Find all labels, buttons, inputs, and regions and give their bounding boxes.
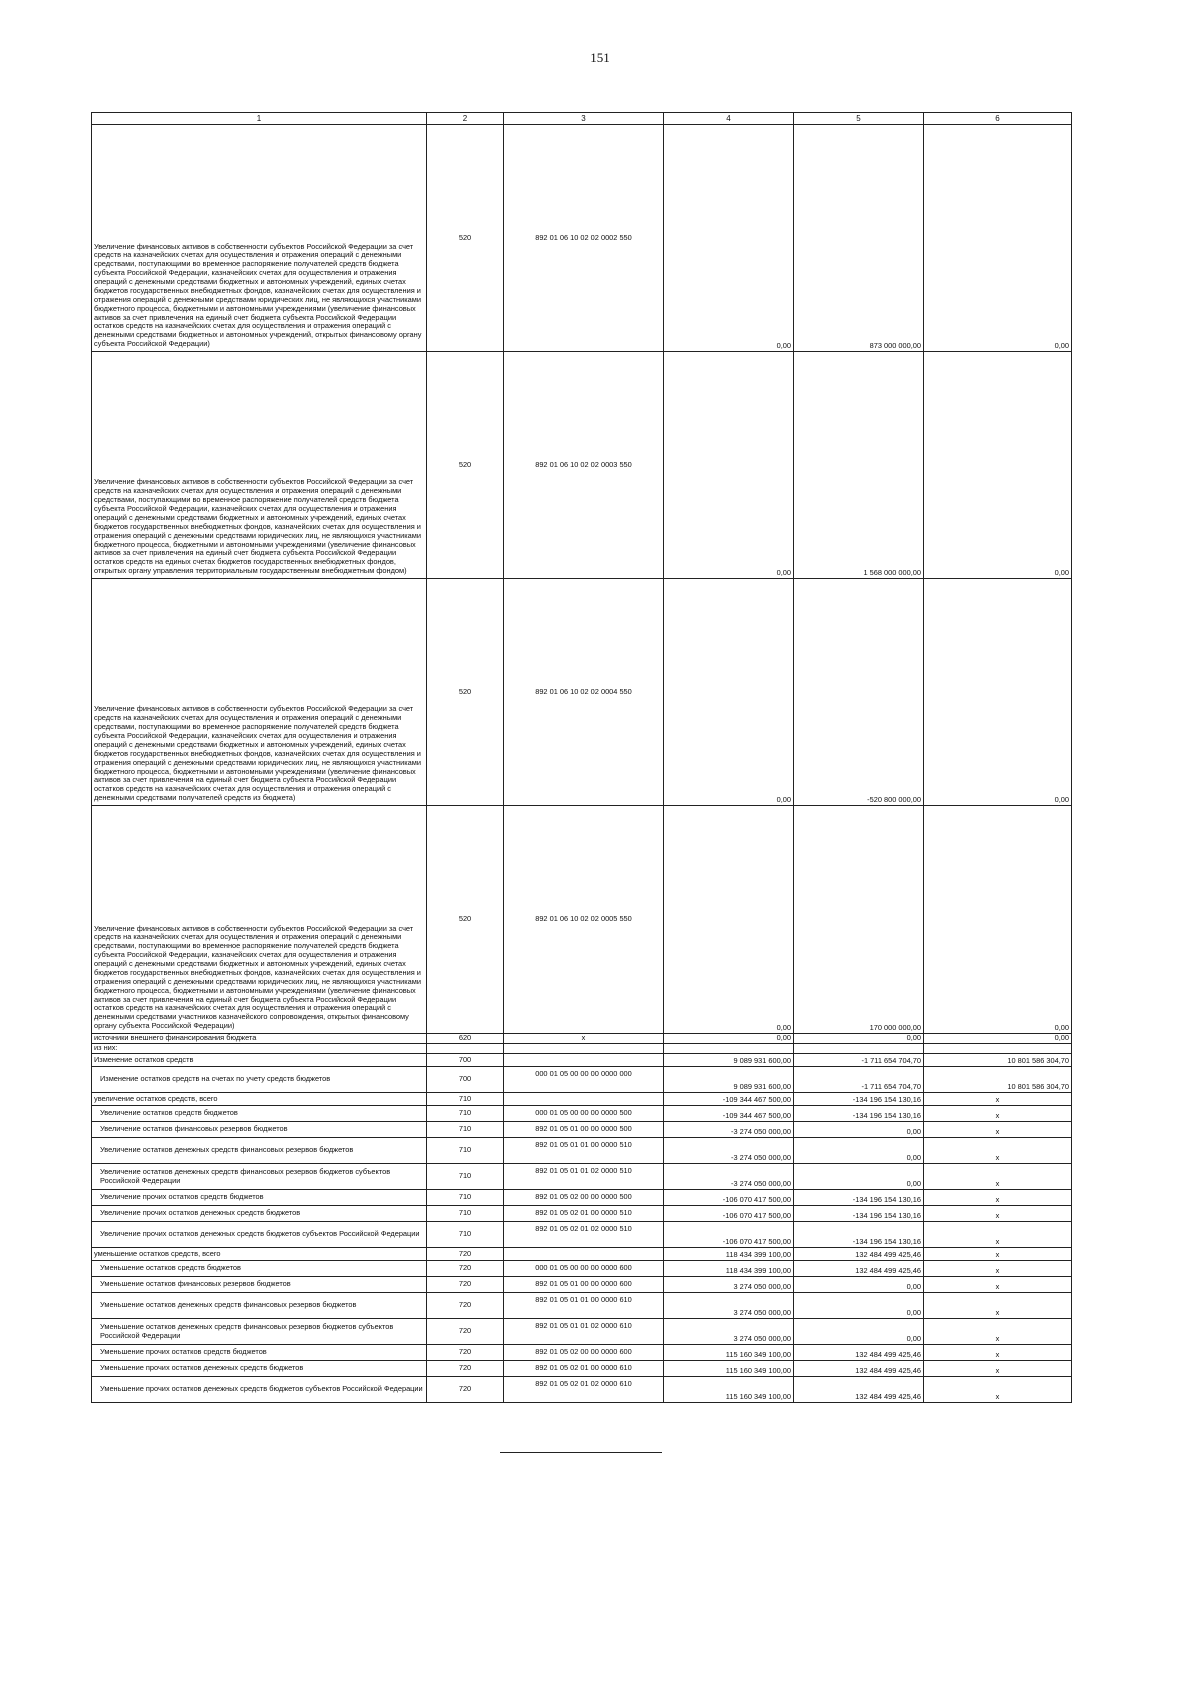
row-kbk: 892 01 05 01 01 00 0000 610	[504, 1293, 664, 1319]
row-value-4: -3 274 050 000,00	[664, 1122, 794, 1138]
row-kbk	[504, 1044, 664, 1054]
row-value-6: x	[924, 1222, 1072, 1248]
row-kbk: 892 01 05 02 01 00 0000 510	[504, 1206, 664, 1222]
row-value-5: -134 196 154 130,16	[794, 1106, 924, 1122]
row-name: Увеличение прочих остатков денежных средств бюджетов	[92, 1206, 427, 1222]
row-value-6: x	[924, 1319, 1072, 1345]
row-value-4: 115 160 349 100,00	[664, 1345, 794, 1361]
row-value-4: 9 089 931 600,00	[664, 1067, 794, 1093]
row-kbk	[504, 1093, 664, 1106]
row-name: Уменьшение остатков денежных средств финансовых резервов бюджетов	[92, 1293, 427, 1319]
column-header-6: 6	[924, 113, 1072, 125]
row-kbk: 892 01 05 01 01 02 0000 510	[504, 1164, 664, 1190]
row-value-6: x	[924, 1190, 1072, 1206]
row-kbk: 000 01 05 00 00 00 0000 000	[504, 1067, 664, 1093]
column-header-3: 3	[504, 113, 664, 125]
row-value-5: 132 484 499 425,46	[794, 1248, 924, 1261]
table-row	[92, 1345, 1072, 1361]
row-kbk: 892 01 06 10 02 02 0002 550	[504, 125, 664, 352]
row-value-4: 115 160 349 100,00	[664, 1377, 794, 1403]
row-kbk: x	[504, 1034, 664, 1044]
row-code: 720	[427, 1319, 504, 1345]
row-value-4: 9 089 931 600,00	[664, 1054, 794, 1067]
row-name: Увеличение остатков финансовых резервов бюджетов	[92, 1122, 427, 1138]
row-value-6: 10 801 586 304,70	[924, 1067, 1072, 1093]
row-value-6: x	[924, 1164, 1072, 1190]
row-name: Уменьшение прочих остатков денежных средств бюджетов субъектов Российской Федерации	[92, 1377, 427, 1403]
row-value-5: 170 000 000,00	[794, 806, 924, 1034]
table-header-row	[92, 113, 1072, 125]
row-value-6: x	[924, 1106, 1072, 1122]
row-kbk: 892 01 05 01 00 00 0000 600	[504, 1277, 664, 1293]
row-kbk: 000 01 05 00 00 00 0000 500	[504, 1106, 664, 1122]
row-value-4: -3 274 050 000,00	[664, 1138, 794, 1164]
row-value-4: 3 274 050 000,00	[664, 1319, 794, 1345]
row-name: увеличение остатков средств, всего	[92, 1093, 427, 1106]
row-code: 710	[427, 1106, 504, 1122]
row-code: 720	[427, 1277, 504, 1293]
table-row	[92, 579, 1072, 806]
row-value-5	[794, 1044, 924, 1054]
row-kbk	[504, 1054, 664, 1067]
row-value-4: 3 274 050 000,00	[664, 1293, 794, 1319]
column-header-4: 4	[664, 113, 794, 125]
row-name: источники внешнего финансирования бюджета	[92, 1034, 427, 1044]
table-row	[92, 1138, 1072, 1164]
row-name: Увеличение финансовых активов в собственности субъектов Российской Федерации за счет средств на казначейских счетах для осуществления и отражения операций с денежными средствами, поступающими во временное распоряжение получателей средств бюджета субъекта Российской Федерации, казначейских счетах для осуществления и отражения операций с денежными средствами бюджетных и автономных учреждений, единых счетах бюджетов государственных внебюджетных фондов, казначейских счетах для осуществления и отражения операций с денежными средствами юридических лиц, не являющихся участниками бюджетного процесса, бюджетными и автономными учреждениями (увеличение финансовых активов за счет привлечения на единый счет бюджета субъекта Российской Федерации остатков средств на казначейских счетах для осуществления и отражения операций с денежными средствами получателей средств из бюджета)	[92, 579, 427, 806]
row-code: 700	[427, 1067, 504, 1093]
row-value-6: x	[924, 1377, 1072, 1403]
row-value-6: x	[924, 1206, 1072, 1222]
column-header-1: 1	[92, 113, 427, 125]
row-code: 520	[427, 806, 504, 1034]
row-name: Увеличение финансовых активов в собственности субъектов Российской Федерации за счет средств на казначейских счетах для осуществления и отражения операций с денежными средствами, поступающими во временное распоряжение получателей средств бюджета субъекта Российской Федерации, казначейских счетах для осуществления и отражения операций с денежными средствами бюджетных и автономных учреждений, единых счетах бюджетов государственных внебюджетных фондов, казначейских счетах для осуществления и отражения операций с денежными средствами юридических лиц, не являющихся участниками бюджетного процесса, бюджетными и автономными учреждениями (увеличение финансовых активов за счет привлечения на единый счет бюджета субъекта Российской Федерации остатков средств на единых счетах бюджетов государственных внебюджетных фондов, открытых органу управления территориальным государственным внебюджетным фондом)	[92, 352, 427, 579]
table-row	[92, 1164, 1072, 1190]
row-code: 710	[427, 1122, 504, 1138]
table-row	[92, 1067, 1072, 1093]
row-value-5: 132 484 499 425,46	[794, 1377, 924, 1403]
row-value-5: 0,00	[794, 1164, 924, 1190]
row-name: Увеличение финансовых активов в собственности субъектов Российской Федерации за счет средств на казначейских счетах для осуществления и отражения операций с денежными средствами, поступающими во временное распоряжение получателей средств бюджета субъекта Российской Федерации, казначейских счетах для осуществления и отражения операций с денежными средствами бюджетных и автономных учреждений, единых счетах бюджетов государственных внебюджетных фондов, казначейских счетах для осуществления и отражения операций с денежными средствами юридических лиц, не являющихся участниками бюджетного процесса, бюджетными и автономными учреждениями (увеличение финансовых активов за счет привлечения на единый счет бюджета субъекта Российской Федерации остатков средств на казначейских счетах для осуществления и отражения операций с денежными средствами бюджетных и автономных учреждений, открытых финансовому органу субъекта Российской Федерации)	[92, 125, 427, 352]
row-name: из них:	[92, 1044, 427, 1054]
row-value-6: 0,00	[924, 806, 1072, 1034]
row-code: 720	[427, 1361, 504, 1377]
budget-sources-table	[91, 112, 1072, 1403]
table-row	[92, 1293, 1072, 1319]
row-name: Уменьшение прочих остатков средств бюджетов	[92, 1345, 427, 1361]
row-value-5: 1 568 000 000,00	[794, 352, 924, 579]
row-kbk: 000 01 05 00 00 00 0000 600	[504, 1261, 664, 1277]
table-row	[92, 1319, 1072, 1345]
row-value-6: x	[924, 1093, 1072, 1106]
row-code: 720	[427, 1248, 504, 1261]
row-value-5: -520 800 000,00	[794, 579, 924, 806]
row-value-5: 132 484 499 425,46	[794, 1261, 924, 1277]
table-row	[92, 1277, 1072, 1293]
row-code: 710	[427, 1222, 504, 1248]
row-name: уменьшение остатков средств, всего	[92, 1248, 427, 1261]
row-value-4: -106 070 417 500,00	[664, 1206, 794, 1222]
row-name: Увеличение финансовых активов в собственности субъектов Российской Федерации за счет средств на казначейских счетах для осуществления и отражения операций с денежными средствами, поступающими во временное распоряжение получателей средств бюджета субъекта Российской Федерации, казначейских счетах для осуществления и отражения операций с денежными средствами бюджетных и автономных учреждений, единых счетах бюджетов государственных внебюджетных фондов, казначейских счетах для осуществления и отражения операций с денежными средствами юридических лиц, не являющихся участниками бюджетного процесса, бюджетными и автономными учреждениями (увеличение финансовых активов за счет привлечения на единый счет бюджета субъекта Российской Федерации остатков средств на казначейских счетах для осуществления и отражения операций с денежными средствами участников казначейского сопровождения, открытых финансовому органу субъекта Российской Федерации)	[92, 806, 427, 1034]
row-value-5: 0,00	[794, 1122, 924, 1138]
table-row	[92, 1248, 1072, 1261]
row-value-5: 0,00	[794, 1293, 924, 1319]
column-header-5: 5	[794, 113, 924, 125]
row-code	[427, 1044, 504, 1054]
row-code: 710	[427, 1206, 504, 1222]
row-value-6: 0,00	[924, 579, 1072, 806]
table-row	[92, 1093, 1072, 1106]
row-value-6: x	[924, 1345, 1072, 1361]
page-number: 151	[590, 50, 610, 65]
row-value-5: -1 711 654 704,70	[794, 1067, 924, 1093]
row-kbk	[504, 1248, 664, 1261]
row-value-4: 115 160 349 100,00	[664, 1361, 794, 1377]
row-kbk: 892 01 06 10 02 02 0003 550	[504, 352, 664, 579]
row-code: 720	[427, 1293, 504, 1319]
row-name: Увеличение прочих остатков денежных средств бюджетов субъектов Российской Федерации	[92, 1222, 427, 1248]
row-value-5: -134 196 154 130,16	[794, 1093, 924, 1106]
column-header-2: 2	[427, 113, 504, 125]
table-row	[92, 1206, 1072, 1222]
table-row	[92, 1054, 1072, 1067]
table-row	[92, 352, 1072, 579]
row-name: Уменьшение остатков финансовых резервов бюджетов	[92, 1277, 427, 1293]
row-value-5: -134 196 154 130,16	[794, 1190, 924, 1206]
row-value-4: 118 434 399 100,00	[664, 1261, 794, 1277]
table-row	[92, 1222, 1072, 1248]
row-value-4: -109 344 467 500,00	[664, 1093, 794, 1106]
row-value-5: 132 484 499 425,46	[794, 1361, 924, 1377]
row-value-6: 0,00	[924, 1034, 1072, 1044]
row-value-6: 0,00	[924, 125, 1072, 352]
row-value-6	[924, 1044, 1072, 1054]
row-value-4	[664, 1044, 794, 1054]
row-value-4: 3 274 050 000,00	[664, 1277, 794, 1293]
row-value-5: -1 711 654 704,70	[794, 1054, 924, 1067]
row-kbk: 892 01 05 02 01 02 0000 610	[504, 1377, 664, 1403]
table-row	[92, 1190, 1072, 1206]
row-value-4: 0,00	[664, 352, 794, 579]
table-row	[92, 1034, 1072, 1044]
row-kbk: 892 01 05 01 01 02 0000 610	[504, 1319, 664, 1345]
row-name: Уменьшение остатков денежных средств финансовых резервов бюджетов субъектов Российской Федерации	[92, 1319, 427, 1345]
row-code: 520	[427, 125, 504, 352]
table-row	[92, 806, 1072, 1034]
row-code: 710	[427, 1138, 504, 1164]
row-value-5: 0,00	[794, 1138, 924, 1164]
row-kbk: 892 01 06 10 02 02 0004 550	[504, 579, 664, 806]
table-row	[92, 1261, 1072, 1277]
row-code: 700	[427, 1054, 504, 1067]
row-value-6: x	[924, 1122, 1072, 1138]
row-value-4: -3 274 050 000,00	[664, 1164, 794, 1190]
row-code: 720	[427, 1261, 504, 1277]
row-code: 520	[427, 352, 504, 579]
row-value-6: 0,00	[924, 352, 1072, 579]
row-name: Уменьшение остатков средств бюджетов	[92, 1261, 427, 1277]
footer-rule	[500, 1452, 662, 1453]
row-code: 710	[427, 1190, 504, 1206]
row-value-4: -106 070 417 500,00	[664, 1222, 794, 1248]
row-value-6: x	[924, 1277, 1072, 1293]
row-value-6: x	[924, 1138, 1072, 1164]
row-value-6: x	[924, 1248, 1072, 1261]
row-name: Увеличение остатков денежных средств финансовых резервов бюджетов	[92, 1138, 427, 1164]
row-value-6: x	[924, 1361, 1072, 1377]
row-kbk: 892 01 05 01 00 00 0000 500	[504, 1122, 664, 1138]
row-value-4: 0,00	[664, 579, 794, 806]
row-code: 710	[427, 1164, 504, 1190]
row-code: 620	[427, 1034, 504, 1044]
row-value-4: 0,00	[664, 125, 794, 352]
row-name: Изменение остатков средств на счетах по учету средств бюджетов	[92, 1067, 427, 1093]
row-value-5: 132 484 499 425,46	[794, 1345, 924, 1361]
row-code: 720	[427, 1377, 504, 1403]
row-code: 520	[427, 579, 504, 806]
row-name: Увеличение остатков денежных средств финансовых резервов бюджетов субъектов Российской Федерации	[92, 1164, 427, 1190]
table-row	[92, 1044, 1072, 1054]
row-kbk: 892 01 05 02 00 00 0000 600	[504, 1345, 664, 1361]
row-kbk: 892 01 05 02 01 00 0000 610	[504, 1361, 664, 1377]
row-kbk: 892 01 05 01 01 00 0000 510	[504, 1138, 664, 1164]
row-kbk: 892 01 05 02 01 02 0000 510	[504, 1222, 664, 1248]
row-value-5: 0,00	[794, 1277, 924, 1293]
table-row	[92, 1377, 1072, 1403]
row-name: Уменьшение прочих остатков денежных средств бюджетов	[92, 1361, 427, 1377]
row-value-4: -109 344 467 500,00	[664, 1106, 794, 1122]
row-value-6: x	[924, 1293, 1072, 1319]
row-value-4: 0,00	[664, 1034, 794, 1044]
row-value-4: -106 070 417 500,00	[664, 1190, 794, 1206]
table-body	[92, 113, 1072, 1403]
row-value-5: -134 196 154 130,16	[794, 1206, 924, 1222]
row-value-6: x	[924, 1261, 1072, 1277]
row-value-4: 118 434 399 100,00	[664, 1248, 794, 1261]
table-row	[92, 1122, 1072, 1138]
table-row	[92, 125, 1072, 352]
table-row	[92, 1361, 1072, 1377]
row-value-5: 873 000 000,00	[794, 125, 924, 352]
row-value-6: 10 801 586 304,70	[924, 1054, 1072, 1067]
row-kbk: 892 01 06 10 02 02 0005 550	[504, 806, 664, 1034]
row-kbk: 892 01 05 02 00 00 0000 500	[504, 1190, 664, 1206]
row-code: 710	[427, 1093, 504, 1106]
row-code: 720	[427, 1345, 504, 1361]
row-value-4: 0,00	[664, 806, 794, 1034]
row-value-5: -134 196 154 130,16	[794, 1222, 924, 1248]
table-row	[92, 1106, 1072, 1122]
row-name: Увеличение прочих остатков средств бюджетов	[92, 1190, 427, 1206]
row-value-5: 0,00	[794, 1034, 924, 1044]
row-name: Изменение остатков средств	[92, 1054, 427, 1067]
row-name: Увеличение остатков средств бюджетов	[92, 1106, 427, 1122]
row-value-5: 0,00	[794, 1319, 924, 1345]
